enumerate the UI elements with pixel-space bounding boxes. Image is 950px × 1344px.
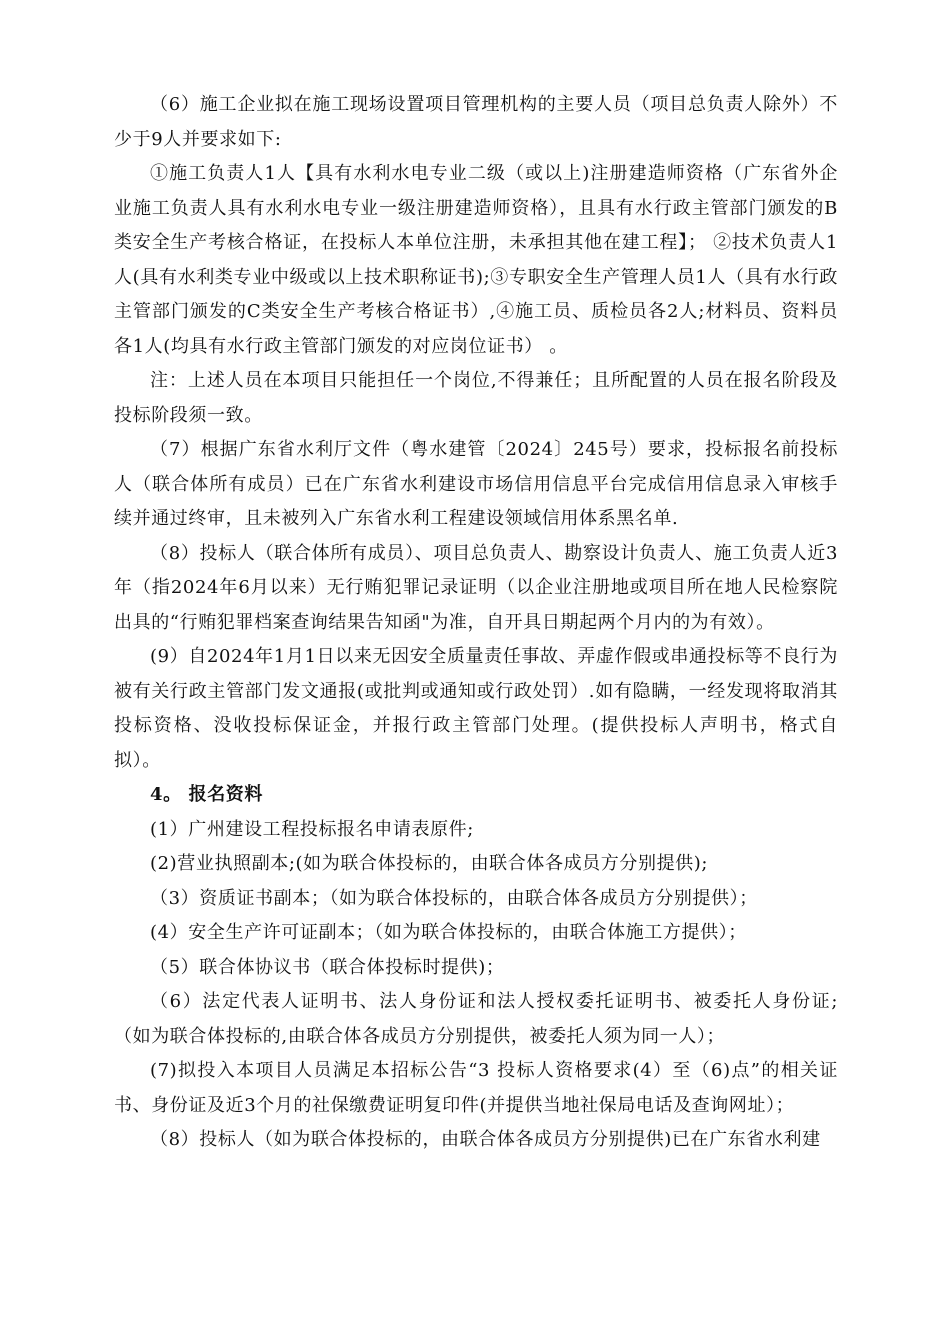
list-item: （5）联合体协议书（联合体投标时提供)； xyxy=(150,956,505,978)
list-item: (2)营业执照副本;(如为联合体投标的，由联合体各成员方分别提供); xyxy=(150,853,709,874)
list-item: (7)拟投入本项目人员满足本招标公告“3 投标人资格要求(4）至（6)点”的相关证书、身份证及近3个月的社保缴费证明复印件(并提供当地社保局电话及查询网址）； xyxy=(114,1060,838,1116)
paragraph-requirement-7: （7）根据广东省水利厅文件（粤水建管〔2024〕245号）要求，投标报名前投标人（联合体所有成员）已在广东省水利建设市场信用信息平台完成信用信息录入审核手续并通过终审，且未被列入广东省水利工程建设领域信用体系黑名单. xyxy=(114,439,838,529)
paragraph-requirement-9: (9）自2024年1月1日以来无因安全质量责任事故、弄虚作假或串通投标等不良行为被有关行政主管部门发文通报(或批判或通知或行政处罚）.如有隐瞒，一经发现将取消其投标资格、没收投标保证金，并报行政主管部门处理。(提供投标人声明书，格式自拟）。 xyxy=(114,646,838,771)
document-page xyxy=(114,88,838,1158)
list-item: （6）法定代表人证明书、法人身份证和法人授权委托证明书、被委托人身份证;（如为联合体投标的,由联合体各成员方分别提供，被委托人须为同一人）； xyxy=(114,991,838,1047)
paragraph-requirement-8: （8）投标人（联合体所有成员）、项目总负责人、勘察设计负责人、施工负责人近3年（指2024年6月以来）无行贿犯罪记录证明（以企业注册地或项目所在地人民检察院出具的“行贿犯罪档案查询结果告知函"为准，自开具日期起两个月内的为有效）。 xyxy=(114,542,838,633)
paragraph-note: 注：上述人员在本项目只能担任一个岗位,不得兼任；且所配置的人员在报名阶段及投标阶段须一致。 xyxy=(114,370,838,426)
section-heading: 4。 报名资料 xyxy=(150,784,263,805)
list-item: （3）资质证书副本；（如为联合体投标的，由联合体各成员方分别提供）； xyxy=(150,887,758,909)
paragraph-requirement-6: （6）施工企业拟在施工现场设置项目管理机构的主要人员（项目总负责人除外）不少于9人并要求如下: xyxy=(114,94,838,150)
list-item: （8）投标人（如为联合体投标的，由联合体各成员方分别提供)已在广东省水利建 xyxy=(150,1129,821,1150)
paragraph-personnel-list: ①施工负责人1人【具有水利水电专业二级（或以上)注册建造师资格（广东省外企业施工负责人具有水利水电专业一级注册建造师资格），且具有水行政主管部门颁发的B类安全生产考核合格证，在投标人本单位注册，未承担其他在建工程】； ②技术负责人1人(具有水利类专业中级或以上技术职称证书);③专职安全生产管理人员1人（具有水行政主管部门颁发的C类安全生产考核合格证书）,④施工员、质检员各2人;材料员、资料员各1人(均具有水行政主管部门颁发的对应岗位证书） 。 xyxy=(114,163,838,357)
list-item: (4）安全生产许可证副本；（如为联合体投标的，由联合体施工方提供）； xyxy=(150,922,747,943)
list-item: (1）广州建设工程投标报名申请表原件; xyxy=(150,818,474,840)
